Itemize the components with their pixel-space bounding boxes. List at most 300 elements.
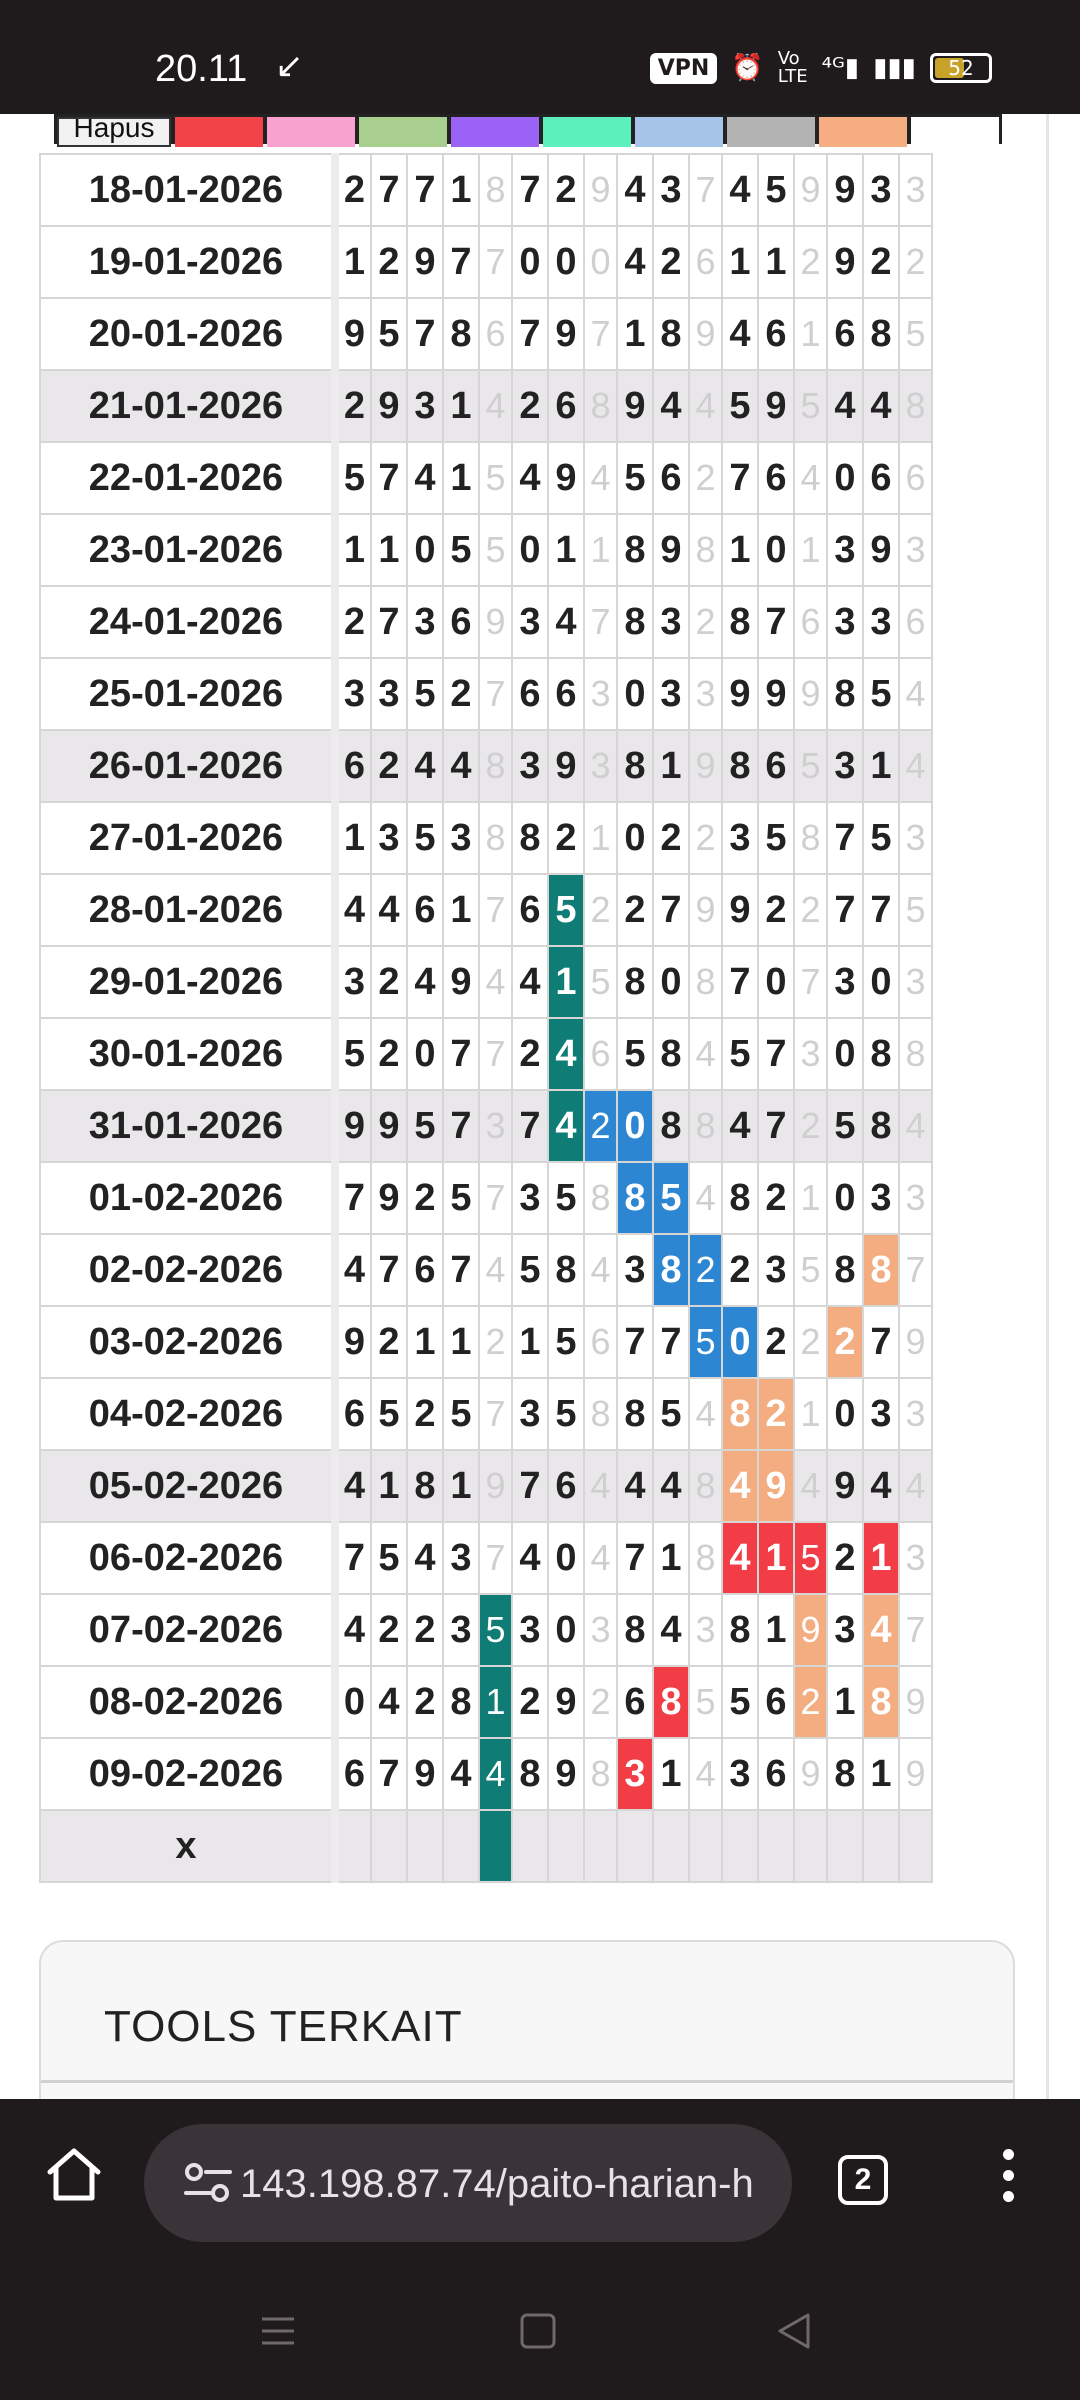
digit-cell[interactable]: 7: [479, 874, 512, 946]
digit-cell[interactable]: 1: [371, 514, 407, 586]
digit-cell[interactable]: 8: [722, 1162, 758, 1234]
digit-cell[interactable]: 6: [479, 298, 512, 370]
digit-cell[interactable]: 8: [617, 946, 653, 1018]
digit-cell[interactable]: 1: [407, 1306, 443, 1378]
digit-cell[interactable]: 4: [899, 1090, 932, 1162]
digit-cell[interactable]: 5: [617, 442, 653, 514]
digit-cell[interactable]: 1: [479, 1666, 512, 1738]
digit-cell[interactable]: 5: [371, 1378, 407, 1450]
digit-cell[interactable]: 1: [584, 514, 617, 586]
digit-cell[interactable]: 8: [548, 1234, 584, 1306]
digit-cell[interactable]: 1: [758, 1522, 794, 1594]
digit-cell[interactable]: 4: [722, 1090, 758, 1162]
digit-cell[interactable]: 1: [653, 1522, 689, 1594]
digit-cell[interactable]: 7: [479, 1522, 512, 1594]
digit-cell[interactable]: 9: [827, 226, 863, 298]
digit-cell[interactable]: 6: [758, 298, 794, 370]
digit-cell[interactable]: 3: [827, 586, 863, 658]
digit-cell[interactable]: 7: [479, 226, 512, 298]
digit-cell[interactable]: 4: [584, 1522, 617, 1594]
digit-cell[interactable]: 5: [653, 1378, 689, 1450]
digit-cell[interactable]: 2: [758, 874, 794, 946]
digit-cell[interactable]: 3: [443, 802, 479, 874]
digit-cell[interactable]: 9: [863, 514, 899, 586]
site-settings-icon[interactable]: [184, 2162, 232, 2204]
url-bar[interactable]: [144, 2124, 792, 2242]
digit-cell[interactable]: 3: [653, 586, 689, 658]
digit-cell[interactable]: 0: [407, 514, 443, 586]
digit-cell[interactable]: 0: [584, 226, 617, 298]
digit-cell[interactable]: 2: [794, 1666, 827, 1738]
digit-cell[interactable]: 7: [758, 1018, 794, 1090]
digit-cell[interactable]: 3: [512, 1162, 548, 1234]
digit-cell[interactable]: 1: [371, 1450, 407, 1522]
digit-cell[interactable]: 2: [827, 1306, 863, 1378]
digit-cell[interactable]: 7: [371, 586, 407, 658]
digit-cell[interactable]: 3: [863, 154, 899, 226]
digit-cell[interactable]: 6: [443, 586, 479, 658]
digit-cell[interactable]: 3: [512, 730, 548, 802]
digit-cell[interactable]: 2: [689, 442, 722, 514]
digit-cell[interactable]: 6: [407, 874, 443, 946]
digit-cell[interactable]: 8: [617, 730, 653, 802]
digit-cell[interactable]: 1: [443, 154, 479, 226]
digit-cell[interactable]: 4: [584, 442, 617, 514]
color-swatch[interactable]: [451, 117, 539, 147]
digit-cell[interactable]: 2: [689, 802, 722, 874]
footer-cell[interactable]: [758, 1810, 794, 1882]
digit-cell[interactable]: 5: [758, 802, 794, 874]
digit-cell[interactable]: 3: [899, 514, 932, 586]
digit-cell[interactable]: 4: [722, 298, 758, 370]
digit-cell[interactable]: 1: [794, 514, 827, 586]
digit-cell[interactable]: 3: [899, 946, 932, 1018]
digit-cell[interactable]: 9: [689, 298, 722, 370]
digit-cell[interactable]: 2: [548, 802, 584, 874]
digit-cell[interactable]: 8: [899, 370, 932, 442]
digit-cell[interactable]: 7: [794, 946, 827, 1018]
digit-cell[interactable]: 1: [863, 1522, 899, 1594]
digit-cell[interactable]: 4: [899, 1450, 932, 1522]
digit-cell[interactable]: 7: [653, 1306, 689, 1378]
digit-cell[interactable]: 4: [653, 370, 689, 442]
digit-cell[interactable]: 8: [689, 1522, 722, 1594]
digit-cell[interactable]: 7: [479, 1018, 512, 1090]
digit-cell[interactable]: 3: [827, 514, 863, 586]
footer-cell[interactable]: [407, 1810, 443, 1882]
digit-cell[interactable]: 5: [617, 1018, 653, 1090]
digit-cell[interactable]: 4: [335, 874, 371, 946]
digit-cell[interactable]: 8: [512, 802, 548, 874]
digit-cell[interactable]: 4: [479, 1234, 512, 1306]
digit-cell[interactable]: 9: [794, 154, 827, 226]
digit-cell[interactable]: 1: [722, 514, 758, 586]
digit-cell[interactable]: 7: [827, 802, 863, 874]
digit-cell[interactable]: 7: [722, 946, 758, 1018]
digit-cell[interactable]: 1: [617, 298, 653, 370]
digit-cell[interactable]: 3: [371, 802, 407, 874]
digit-cell[interactable]: 0: [548, 1522, 584, 1594]
digit-cell[interactable]: 6: [548, 370, 584, 442]
footer-cell[interactable]: [584, 1810, 617, 1882]
digit-cell[interactable]: 4: [335, 1450, 371, 1522]
digit-cell[interactable]: 8: [512, 1738, 548, 1810]
digit-cell[interactable]: 6: [758, 1666, 794, 1738]
digit-cell[interactable]: 8: [827, 1234, 863, 1306]
digit-cell[interactable]: 2: [512, 1018, 548, 1090]
digit-cell[interactable]: 9: [653, 514, 689, 586]
digit-cell[interactable]: 1: [722, 226, 758, 298]
footer-cell[interactable]: [335, 1810, 371, 1882]
digit-cell[interactable]: 1: [584, 802, 617, 874]
footer-cell[interactable]: [722, 1810, 758, 1882]
digit-cell[interactable]: 3: [863, 1162, 899, 1234]
digit-cell[interactable]: 8: [722, 1594, 758, 1666]
digit-cell[interactable]: 7: [653, 874, 689, 946]
hapus-button[interactable]: Hapus: [57, 117, 171, 147]
digit-cell[interactable]: 5: [794, 1522, 827, 1594]
color-swatch[interactable]: [911, 117, 999, 147]
footer-cell[interactable]: [899, 1810, 932, 1882]
digit-cell[interactable]: 7: [371, 1738, 407, 1810]
digit-cell[interactable]: 7: [584, 298, 617, 370]
color-swatch[interactable]: [543, 117, 631, 147]
digit-cell[interactable]: 1: [794, 1162, 827, 1234]
digit-cell[interactable]: 5: [443, 1162, 479, 1234]
digit-cell[interactable]: 4: [548, 586, 584, 658]
digit-cell[interactable]: 4: [512, 946, 548, 1018]
digit-cell[interactable]: 7: [617, 1306, 653, 1378]
digit-cell[interactable]: 4: [722, 1522, 758, 1594]
digit-cell[interactable]: 2: [443, 658, 479, 730]
digit-cell[interactable]: 0: [722, 1306, 758, 1378]
digit-cell[interactable]: 9: [827, 1450, 863, 1522]
digit-cell[interactable]: 2: [584, 874, 617, 946]
digit-cell[interactable]: 2: [371, 730, 407, 802]
digit-cell[interactable]: 4: [794, 442, 827, 514]
digit-cell[interactable]: 8: [863, 1090, 899, 1162]
digit-cell[interactable]: 2: [335, 154, 371, 226]
digit-cell[interactable]: 4: [617, 1450, 653, 1522]
digit-cell[interactable]: 5: [479, 442, 512, 514]
digit-cell[interactable]: 8: [722, 586, 758, 658]
digit-cell[interactable]: 9: [899, 1306, 932, 1378]
digit-cell[interactable]: 3: [617, 1234, 653, 1306]
digit-cell[interactable]: 7: [512, 1090, 548, 1162]
digit-cell[interactable]: 5: [443, 1378, 479, 1450]
digit-cell[interactable]: 5: [758, 154, 794, 226]
digit-cell[interactable]: 5: [794, 1234, 827, 1306]
digit-cell[interactable]: 1: [443, 370, 479, 442]
digit-cell[interactable]: 3: [722, 802, 758, 874]
digit-cell[interactable]: 3: [899, 1378, 932, 1450]
digit-cell[interactable]: 4: [689, 370, 722, 442]
digit-cell[interactable]: 8: [617, 1594, 653, 1666]
digit-cell[interactable]: 1: [827, 1666, 863, 1738]
digit-cell[interactable]: 5: [335, 1018, 371, 1090]
digit-cell[interactable]: 3: [899, 154, 932, 226]
digit-cell[interactable]: 7: [443, 1018, 479, 1090]
digit-cell[interactable]: 1: [863, 1738, 899, 1810]
digit-cell[interactable]: 1: [653, 1738, 689, 1810]
digit-cell[interactable]: 3: [794, 1018, 827, 1090]
digit-cell[interactable]: 9: [899, 1666, 932, 1738]
digit-cell[interactable]: 5: [548, 1162, 584, 1234]
digit-cell[interactable]: 6: [758, 1738, 794, 1810]
digit-cell[interactable]: 9: [584, 154, 617, 226]
digit-cell[interactable]: 1: [794, 1378, 827, 1450]
digit-cell[interactable]: 7: [479, 1378, 512, 1450]
digit-cell[interactable]: 2: [653, 226, 689, 298]
digit-cell[interactable]: 4: [584, 1234, 617, 1306]
color-swatch[interactable]: [267, 117, 355, 147]
digit-cell[interactable]: 8: [689, 1450, 722, 1522]
digit-cell[interactable]: 5: [722, 370, 758, 442]
digit-cell[interactable]: 8: [443, 298, 479, 370]
digit-cell[interactable]: 3: [407, 586, 443, 658]
digit-cell[interactable]: 9: [617, 370, 653, 442]
digit-cell[interactable]: 9: [722, 874, 758, 946]
digit-cell[interactable]: 9: [335, 1090, 371, 1162]
color-swatch[interactable]: [819, 117, 907, 147]
digit-cell[interactable]: 9: [794, 658, 827, 730]
digit-cell[interactable]: 5: [407, 658, 443, 730]
digit-cell[interactable]: 2: [371, 1594, 407, 1666]
digit-cell[interactable]: 3: [689, 658, 722, 730]
digit-cell[interactable]: 3: [899, 1162, 932, 1234]
digit-cell[interactable]: 9: [371, 1090, 407, 1162]
digit-cell[interactable]: 5: [722, 1018, 758, 1090]
digit-cell[interactable]: 1: [335, 226, 371, 298]
digit-cell[interactable]: 9: [758, 658, 794, 730]
digit-cell[interactable]: 1: [794, 298, 827, 370]
digit-cell[interactable]: 0: [827, 442, 863, 514]
digit-cell[interactable]: 5: [653, 1162, 689, 1234]
digit-cell[interactable]: 8: [863, 1666, 899, 1738]
digit-cell[interactable]: 6: [335, 730, 371, 802]
digit-cell[interactable]: 5: [794, 730, 827, 802]
digit-cell[interactable]: 7: [335, 1522, 371, 1594]
digit-cell[interactable]: 6: [407, 1234, 443, 1306]
digit-cell[interactable]: 4: [899, 730, 932, 802]
digit-cell[interactable]: 9: [548, 1738, 584, 1810]
digit-cell[interactable]: 8: [617, 1162, 653, 1234]
digit-cell[interactable]: 0: [827, 1018, 863, 1090]
digit-cell[interactable]: 8: [653, 1666, 689, 1738]
digit-cell[interactable]: 5: [584, 946, 617, 1018]
footer-cell[interactable]: [653, 1810, 689, 1882]
digit-cell[interactable]: 4: [443, 1738, 479, 1810]
digit-cell[interactable]: 1: [758, 1594, 794, 1666]
digit-cell[interactable]: 7: [689, 154, 722, 226]
digit-cell[interactable]: 3: [899, 1522, 932, 1594]
digit-cell[interactable]: 3: [827, 730, 863, 802]
digit-cell[interactable]: 9: [371, 1162, 407, 1234]
digit-cell[interactable]: 0: [617, 1090, 653, 1162]
digit-cell[interactable]: 8: [584, 370, 617, 442]
digit-cell[interactable]: 2: [371, 1306, 407, 1378]
digit-cell[interactable]: 8: [899, 1018, 932, 1090]
digit-cell[interactable]: 7: [863, 874, 899, 946]
digit-cell[interactable]: 4: [371, 1666, 407, 1738]
digit-cell[interactable]: 8: [722, 1378, 758, 1450]
digit-cell[interactable]: 8: [794, 802, 827, 874]
digit-cell[interactable]: 1: [443, 442, 479, 514]
digit-cell[interactable]: 4: [863, 1594, 899, 1666]
digit-cell[interactable]: 7: [584, 586, 617, 658]
digit-cell[interactable]: 2: [407, 1162, 443, 1234]
digit-cell[interactable]: 4: [479, 370, 512, 442]
digit-cell[interactable]: 2: [617, 874, 653, 946]
digit-cell[interactable]: 5: [899, 874, 932, 946]
digit-cell[interactable]: 7: [443, 1090, 479, 1162]
digit-cell[interactable]: 6: [584, 1306, 617, 1378]
digit-cell[interactable]: 0: [827, 1162, 863, 1234]
digit-cell[interactable]: 8: [653, 1234, 689, 1306]
more-menu-icon[interactable]: [996, 2149, 1020, 2213]
digit-cell[interactable]: 3: [584, 658, 617, 730]
digit-cell[interactable]: 3: [863, 1378, 899, 1450]
digit-cell[interactable]: 2: [407, 1378, 443, 1450]
digit-cell[interactable]: 4: [794, 1450, 827, 1522]
digit-cell[interactable]: 7: [371, 1234, 407, 1306]
digit-cell[interactable]: 1: [758, 226, 794, 298]
home-nav-icon[interactable]: [518, 2311, 558, 2351]
digit-cell[interactable]: 3: [827, 1594, 863, 1666]
digit-cell[interactable]: 7: [407, 154, 443, 226]
digit-cell[interactable]: 2: [689, 586, 722, 658]
footer-cell[interactable]: [794, 1810, 827, 1882]
digit-cell[interactable]: 0: [758, 946, 794, 1018]
digit-cell[interactable]: 8: [479, 802, 512, 874]
digit-cell[interactable]: 7: [722, 442, 758, 514]
digit-cell[interactable]: 4: [722, 1450, 758, 1522]
digit-cell[interactable]: 2: [758, 1162, 794, 1234]
digit-cell[interactable]: 9: [335, 1306, 371, 1378]
digit-cell[interactable]: 4: [653, 1594, 689, 1666]
digit-cell[interactable]: 3: [584, 1594, 617, 1666]
digit-cell[interactable]: 2: [758, 1306, 794, 1378]
digit-cell[interactable]: 5: [443, 514, 479, 586]
digit-cell[interactable]: 4: [689, 1378, 722, 1450]
digit-cell[interactable]: 1: [443, 1306, 479, 1378]
digit-cell[interactable]: 6: [827, 298, 863, 370]
digit-cell[interactable]: 2: [827, 1522, 863, 1594]
digit-cell[interactable]: 8: [863, 298, 899, 370]
digit-cell[interactable]: 8: [653, 1090, 689, 1162]
digit-cell[interactable]: 3: [653, 154, 689, 226]
digit-cell[interactable]: 3: [653, 658, 689, 730]
digit-cell[interactable]: 2: [512, 370, 548, 442]
digit-cell[interactable]: 3: [617, 1738, 653, 1810]
digit-cell[interactable]: 8: [653, 1018, 689, 1090]
digit-cell[interactable]: 4: [863, 1450, 899, 1522]
digit-cell[interactable]: 2: [899, 226, 932, 298]
tabs-button[interactable]: 2: [838, 2155, 888, 2205]
digit-cell[interactable]: 9: [407, 1738, 443, 1810]
digit-cell[interactable]: 4: [335, 1594, 371, 1666]
digit-cell[interactable]: 9: [794, 1738, 827, 1810]
digit-cell[interactable]: 8: [407, 1450, 443, 1522]
digit-cell[interactable]: 2: [479, 1306, 512, 1378]
color-swatch[interactable]: [727, 117, 815, 147]
digit-cell[interactable]: 7: [758, 1090, 794, 1162]
digit-cell[interactable]: 9: [758, 1450, 794, 1522]
digit-cell[interactable]: 9: [548, 298, 584, 370]
digit-cell[interactable]: 9: [371, 370, 407, 442]
digit-cell[interactable]: 7: [758, 586, 794, 658]
digit-cell[interactable]: 2: [371, 1018, 407, 1090]
digit-cell[interactable]: 4: [689, 1738, 722, 1810]
digit-cell[interactable]: 0: [335, 1666, 371, 1738]
digit-cell[interactable]: 6: [584, 1018, 617, 1090]
digit-cell[interactable]: 7: [899, 1234, 932, 1306]
digit-cell[interactable]: 4: [512, 442, 548, 514]
footer-cell[interactable]: [512, 1810, 548, 1882]
digit-cell[interactable]: 3: [863, 586, 899, 658]
digit-cell[interactable]: 1: [443, 1450, 479, 1522]
digit-cell[interactable]: 0: [617, 802, 653, 874]
digit-cell[interactable]: 3: [443, 1522, 479, 1594]
digit-cell[interactable]: 1: [863, 730, 899, 802]
digit-cell[interactable]: 5: [548, 874, 584, 946]
home-icon[interactable]: [44, 2144, 104, 2204]
digit-cell[interactable]: 7: [827, 874, 863, 946]
digit-cell[interactable]: 6: [617, 1666, 653, 1738]
digit-cell[interactable]: 2: [794, 1306, 827, 1378]
digit-cell[interactable]: 6: [899, 586, 932, 658]
digit-cell[interactable]: 8: [689, 514, 722, 586]
footer-cell[interactable]: [689, 1810, 722, 1882]
digit-cell[interactable]: 3: [443, 1594, 479, 1666]
digit-cell[interactable]: 8: [863, 1018, 899, 1090]
digit-cell[interactable]: 2: [863, 226, 899, 298]
digit-cell[interactable]: 4: [863, 370, 899, 442]
back-icon[interactable]: [774, 2311, 814, 2351]
digit-cell[interactable]: 4: [548, 1090, 584, 1162]
digit-cell[interactable]: 2: [407, 1594, 443, 1666]
digit-cell[interactable]: 3: [335, 946, 371, 1018]
digit-cell[interactable]: 5: [794, 370, 827, 442]
color-swatch[interactable]: [635, 117, 723, 147]
digit-cell[interactable]: 8: [584, 1378, 617, 1450]
digit-cell[interactable]: 6: [863, 442, 899, 514]
digit-cell[interactable]: 9: [335, 298, 371, 370]
digit-cell[interactable]: 2: [371, 226, 407, 298]
digit-cell[interactable]: 9: [443, 946, 479, 1018]
digit-cell[interactable]: 5: [479, 1594, 512, 1666]
digit-cell[interactable]: 2: [548, 154, 584, 226]
digit-cell[interactable]: 7: [512, 154, 548, 226]
digit-cell[interactable]: 9: [758, 370, 794, 442]
digit-cell[interactable]: 0: [653, 946, 689, 1018]
digit-cell[interactable]: 9: [479, 586, 512, 658]
digit-cell[interactable]: 7: [512, 298, 548, 370]
digit-cell[interactable]: 9: [689, 874, 722, 946]
digit-cell[interactable]: 6: [758, 730, 794, 802]
digit-cell[interactable]: 9: [548, 442, 584, 514]
digit-cell[interactable]: 8: [584, 1738, 617, 1810]
digit-cell[interactable]: 6: [548, 658, 584, 730]
digit-cell[interactable]: 8: [722, 730, 758, 802]
digit-cell[interactable]: 7: [335, 1162, 371, 1234]
digit-cell[interactable]: 8: [479, 730, 512, 802]
digit-cell[interactable]: 5: [512, 1234, 548, 1306]
digit-cell[interactable]: 2: [584, 1090, 617, 1162]
digit-cell[interactable]: 6: [653, 442, 689, 514]
digit-cell[interactable]: 5: [689, 1666, 722, 1738]
digit-cell[interactable]: 0: [512, 514, 548, 586]
